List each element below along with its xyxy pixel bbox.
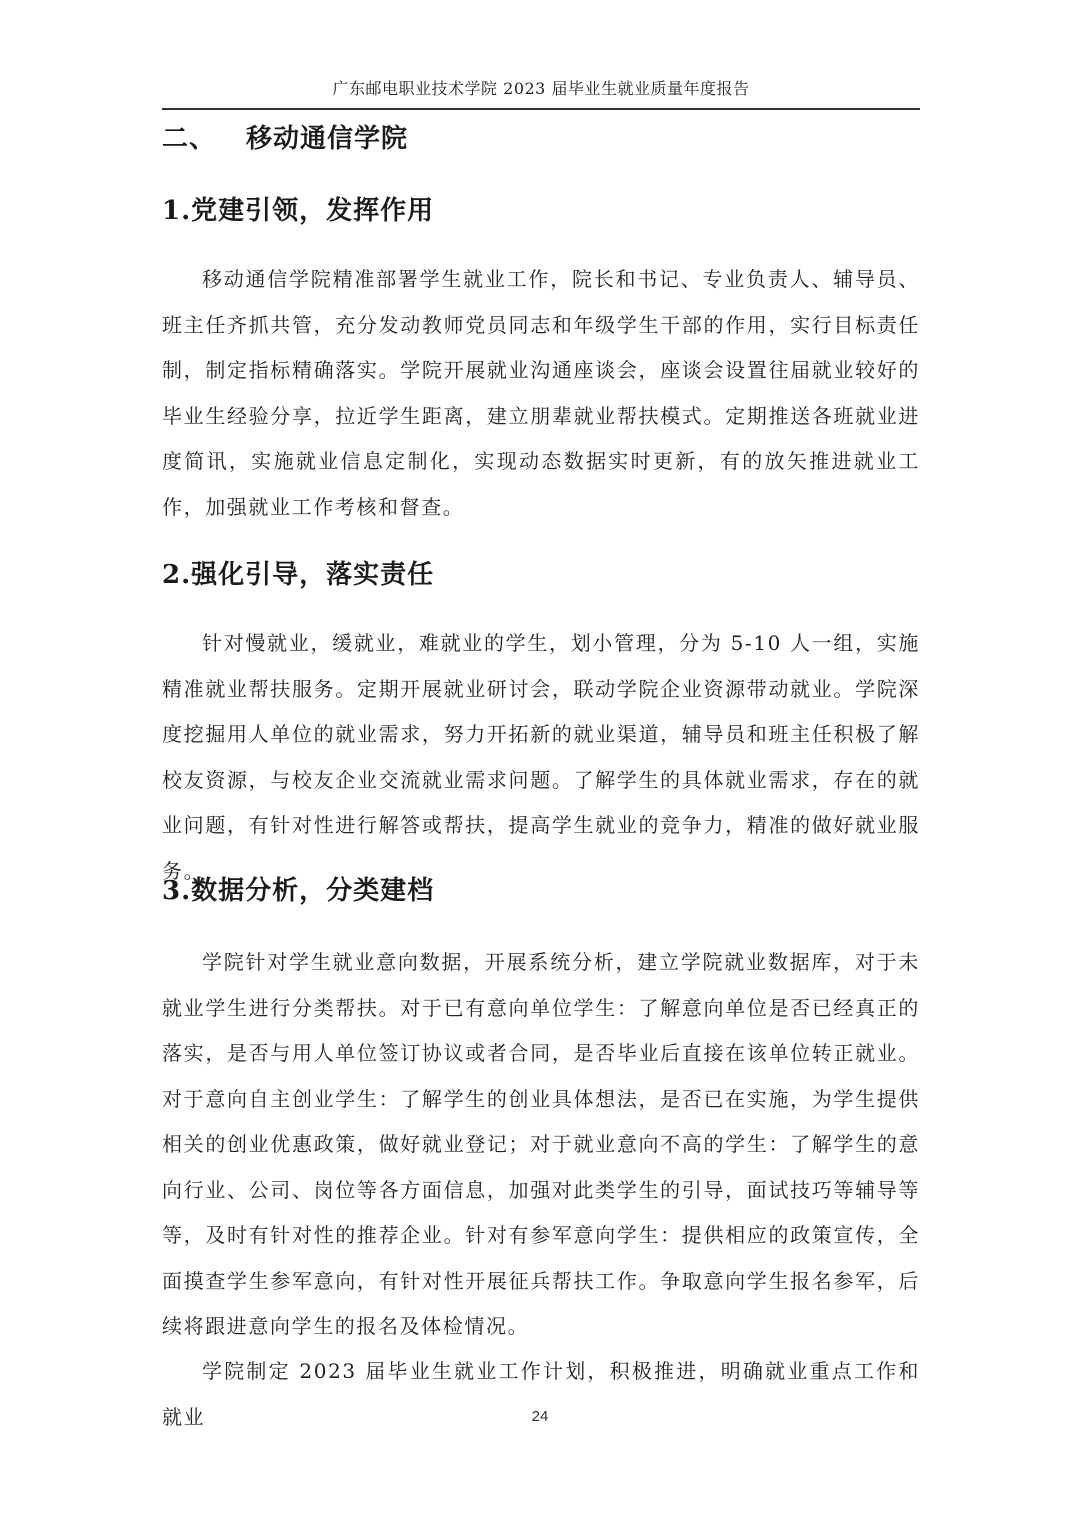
subsection-paragraph-3b: 学院制定 2023 届毕业生就业工作计划，积极推进，明确就业重点工作和就业 <box>162 1359 920 1429</box>
subsection-paragraph-3: 学院针对学生就业意向数据，开展系统分析，建立学院就业数据库，对于未就业学生进行分类帮扶。对于已有意向单位学生：了解意向单位是否已经真正的落实，是否与用人单位签订协议或者合同，是否毕业后直接在该单位转正就业。对于意向自主创业学生：了解学生的创业具体想法，是否已在实施，为学生提供相关的创业优惠政策，做好就业登记；对于就业意向不高的学生：了解学生的意向行业、公司、岗位等各方面信息，加强对此类学生的引导，面试技巧等辅导等等，及时有针对性的推荐企业。针对有参军意向学生：提供相应的政策宣传，全面摸查学生参军意向，有针对性开展征兵帮扶工作。争取意向学生报名参军，后续将跟进意向学生的报名及体检情况。 <box>162 950 920 1338</box>
subsection-heading-3: 3.数据分析，分类建档 <box>162 876 435 906</box>
subsection-heading-2: 2.强化引导，落实责任 <box>162 560 435 590</box>
section-title <box>162 118 408 155</box>
section-number: 二、 <box>162 124 217 154</box>
subsection-paragraph-2: 针对慢就业，缓就业，难就业的学生，划小管理，分为 5-10 人一组，实施精准就业帮扶服务。定期开展就业研讨会，联动学院企业资源带动就业。学院深度挖掘用人单位的就业需求，努力开拓新的就业渠道，辅导员和班主任积极了解校友资源，与校友企业交流就业需求问题。了解学生的具体就业需求，存在的就业问题，有针对性进行解答或帮扶，提高学生就业的竞争力，精准的做好就业服务。 <box>162 631 920 883</box>
subsection-paragraph-1: 移动通信学院精准部署学生就业工作，院长和书记、专业负责人、辅导员、班主任齐抓共管，充分发动教师党员同志和年级学生干部的作用，实行目标责任制，制定指标精确落实。学院开展就业沟通座谈会，座谈会设置往届就业较好的毕业生经验分享，拉近学生距离，建立朋辈就业帮扶模式。定期推送各班就业进度简讯，实施就业信息定制化，实现动态数据实时更新，有的放矢推进就业工作，加强就业工作考核和督查。 <box>162 267 920 519</box>
page-number: 24 <box>531 1408 549 1425</box>
running-header: 广东邮电职业技术学院 2023 届毕业生就业质量年度报告 <box>332 79 750 98</box>
header-rule <box>162 108 920 110</box>
subsection-heading-1: 1.党建引领，发挥作用 <box>162 196 435 226</box>
section-title-text: 移动通信学院 <box>246 124 409 154</box>
